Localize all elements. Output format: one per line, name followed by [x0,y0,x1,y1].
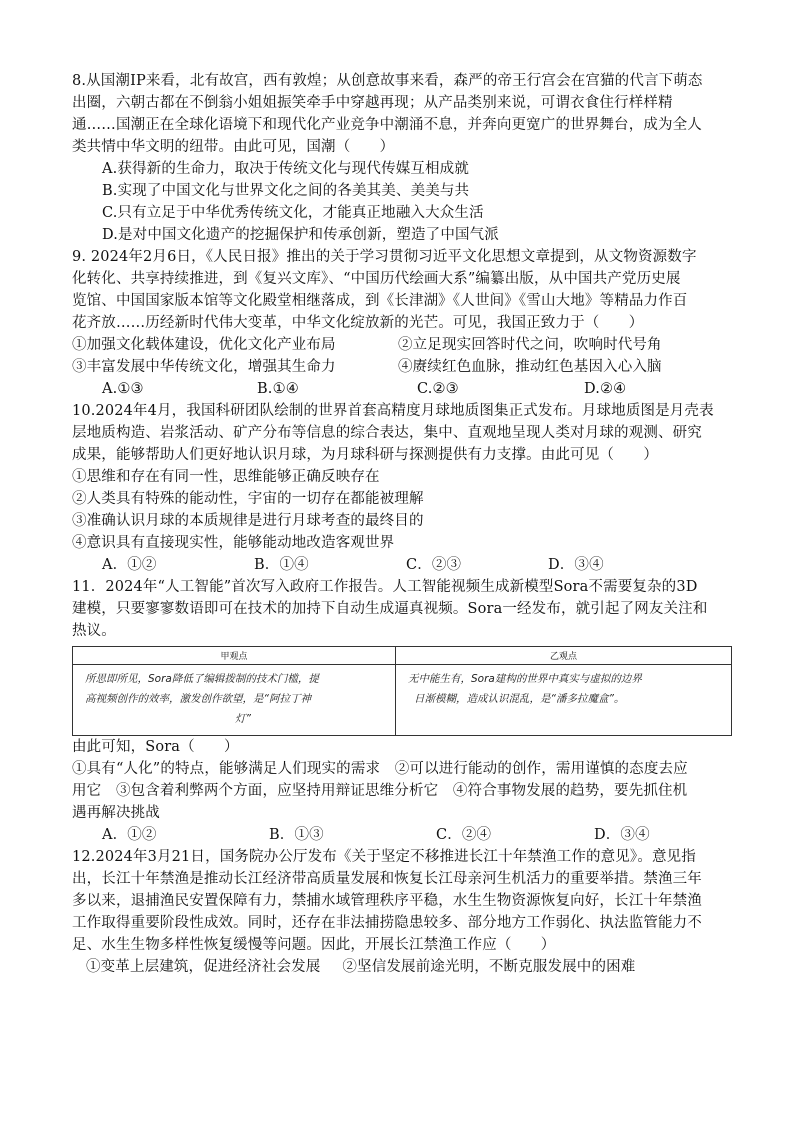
q9-statement-3: ③丰富发展中华传统文化，增强其生命力 [72,359,336,375]
exam-page [72,70,732,978]
viewpoint-a-line: 高视频创作的效率，激发创作欲望，是“阿拉丁神 [85,693,311,705]
q11-statement-line: 遇再解决挑战 [72,805,160,821]
q10-statement-4: ④意识具有直接现实性，能够能动地改造客观世界 [72,535,395,551]
q9-choice-d: D.②④ [584,381,627,397]
q9-statement-row [72,356,732,378]
q10-choice-c: C．②③ [406,557,462,573]
q12-statement-1: ①变革上层建筑，促进经济社会发展 [86,959,321,975]
q9-choice-b: B.①④ [257,381,299,397]
viewpoint-b-line: 无中能生有，Sora建构的世界中真实与虚拟的边界 [408,673,642,685]
question-10 [72,400,732,576]
q10-stem-line: 成果，能够帮助人们更好地认识月球，为月球科研与探测提供有力支撑。由此可见（ ） [72,447,658,463]
q10-statement-1: ①思维和存在有同一性，思维能够正确反映存在 [72,469,380,485]
q10-statement-3: ③准确认识月球的本质规律是进行月球考查的最终目的 [72,513,424,529]
q12-stem-line: 12.2024年3月21日，国务院办公厅发布《关于坚定不移推进长江十年禁渔工作的意见》。意见指 [72,849,696,865]
viewpoint-a-line: 灯” [235,713,251,725]
q11-statement-line: 用它 ③包含着利弊两个方面，应坚持用辩证思维分析它 ④符合事物发展的趋势，要先抓住机 [72,783,688,799]
q9-statement-2: ②立足现实回答时代之问，吹响时代号角 [398,337,662,353]
q11-choices [72,824,732,846]
q8-option-b: B.实现了中国文化与世界文化之间的各美其美、美美与共 [102,183,470,199]
question-9 [72,246,732,400]
q8-option-d: D.是对中国文化遗产的挖掘保护和传承创新，塑造了中国气派 [102,227,499,243]
viewpoint-a-header: 甲观点 [73,647,396,665]
q11-stem-line: 热议。 [72,623,116,639]
q8-option-c: C.只有立足于中华优秀传统文化，才能真正地融入大众生活 [102,205,484,221]
q8-stem-line: 8.从国潮IP来看，北有故宫，西有敦煌；从创意故事来看，森严的帝王行宫会在宫猫的代言下萌态 [72,73,703,89]
q11-choice-b: B．①③ [269,827,324,843]
q9-stem-line: 览馆、中国国家版本馆等文化殿堂相继落成，到《长津湖》《人世间》《雪山大地》等精品力作百 [72,293,688,309]
q12-statement-2: ②坚信发展前途光明，不断克服发展中的困难 [342,959,636,975]
q8-stem-line: 通……国潮正在全球化语境下和现代化产业竞争中潮涌不息，并奔向更宽广的世界舞台，成为全人 [72,117,702,133]
q12-stem-line: 多以来，退捕渔民安置保障有力，禁捕水域管理秩序平稳，水生生物资源恢复向好，长江十年禁渔 [72,893,702,909]
q9-statement-1: ①加强文化载体建设，优化文化产业布局 [72,337,336,353]
q11-stem-line: 11．2024年“人工智能”首次写入政府工作报告。人工智能视频生成新模型Sora不需要复杂的3D [72,579,698,595]
q10-choices [72,554,732,576]
q10-stem-line: 层地质构造、岩浆活动、矿产分布等信息的综合表达，集中、直观地呈现人类对月球的观测、研究 [72,425,702,441]
q12-stem-line: 出，长江十年禁渔是推动长江经济带高质量发展和恢复长江母亲河生机活力的重要举措。禁渔三年 [72,871,702,887]
q12-stem-line: 足、水生生物多样性恢复缓慢等问题。因此，开展长江禁渔工作应（ ） [72,937,556,953]
q9-stem-line: 化转化、共享持续推进，到《复兴文库》、“中国历代绘画大系”编纂出版，从中国共产党历史展 [72,271,681,287]
q10-choice-d: D．③④ [548,557,604,573]
question-8 [72,70,732,246]
q11-choice-d: D．③④ [594,827,650,843]
viewpoint-b-cell [396,665,732,736]
q11-choice-c: C．②④ [436,827,492,843]
q10-choice-a: A．①② [102,557,157,573]
q12-statement-row [72,956,732,978]
q10-stem-line: 10.2024年4月，我国科研团队绘制的世界首套高精度月球地质图集正式发布。月球地质图是月壳表 [72,403,714,419]
viewpoint-b-header: 乙观点 [396,647,732,665]
q9-choices [72,378,732,400]
viewpoint-b-line: 日渐模糊，造成认识混乱，是“潘多拉魔盒”。 [414,693,625,705]
q9-choice-a: A.①③ [102,381,144,397]
q10-choice-b: B．①④ [254,557,309,573]
viewpoint-a-cell [73,665,396,736]
viewpoint-table [72,646,732,736]
q10-statement-2: ②人类具有特殊的能动性，宇宙的一切存在都能被理解 [72,491,424,507]
q11-question: 由此可知，Sora（ ） [72,739,239,755]
q12-stem-line: 工作取得重要阶段性成效。同时，还存在非法捕捞隐患较多、部分地方工作弱化、执法监管能力不 [72,915,702,931]
q11-statement-line: ①具有“人化”的特点，能够满足人们现实的需求 ②可以进行能动的创作，需用谨慎的态度去应 [72,761,688,777]
q9-choice-c: C.②③ [417,381,459,397]
q9-statement-4: ④赓续红色血脉，推动红色基因入心入脑 [398,359,662,375]
viewpoint-a-line: 所思即所见，Sora降低了编辑拨制的技术门槛，提 [85,673,319,685]
q8-stem-line: 类共情中华文明的纽带。由此可见，国潮（ ） [72,139,395,155]
q9-stem-line: 9. 2024年2月6日，《人民日报》推出的关于学习贯彻习近平文化思想文章提到，从文物资源数字 [72,249,697,265]
q11-stem-line: 建模，只要寥寥数语即可在技术的加持下自动生成逼真视频。Sora一经发布，就引起了网友关注和 [72,601,708,617]
q9-statement-row [72,334,732,356]
q8-option-a: A.获得新的生命力，取决于传统文化与现代传媒互相成就 [102,161,469,177]
q9-stem-line: 花齐放……历经新时代伟大变革，中华文化绽放新的光芒。可见，我国正致力于（ ） [72,315,644,331]
q11-choice-a: A．①② [102,827,157,843]
question-11 [72,576,732,846]
question-12 [72,846,732,978]
q8-stem-line: 出圈，六朝古都在不倒翁小姐姐振笑牵手中穿越再现；从产品类别来说，可谓衣食住行样样精 [72,95,673,111]
